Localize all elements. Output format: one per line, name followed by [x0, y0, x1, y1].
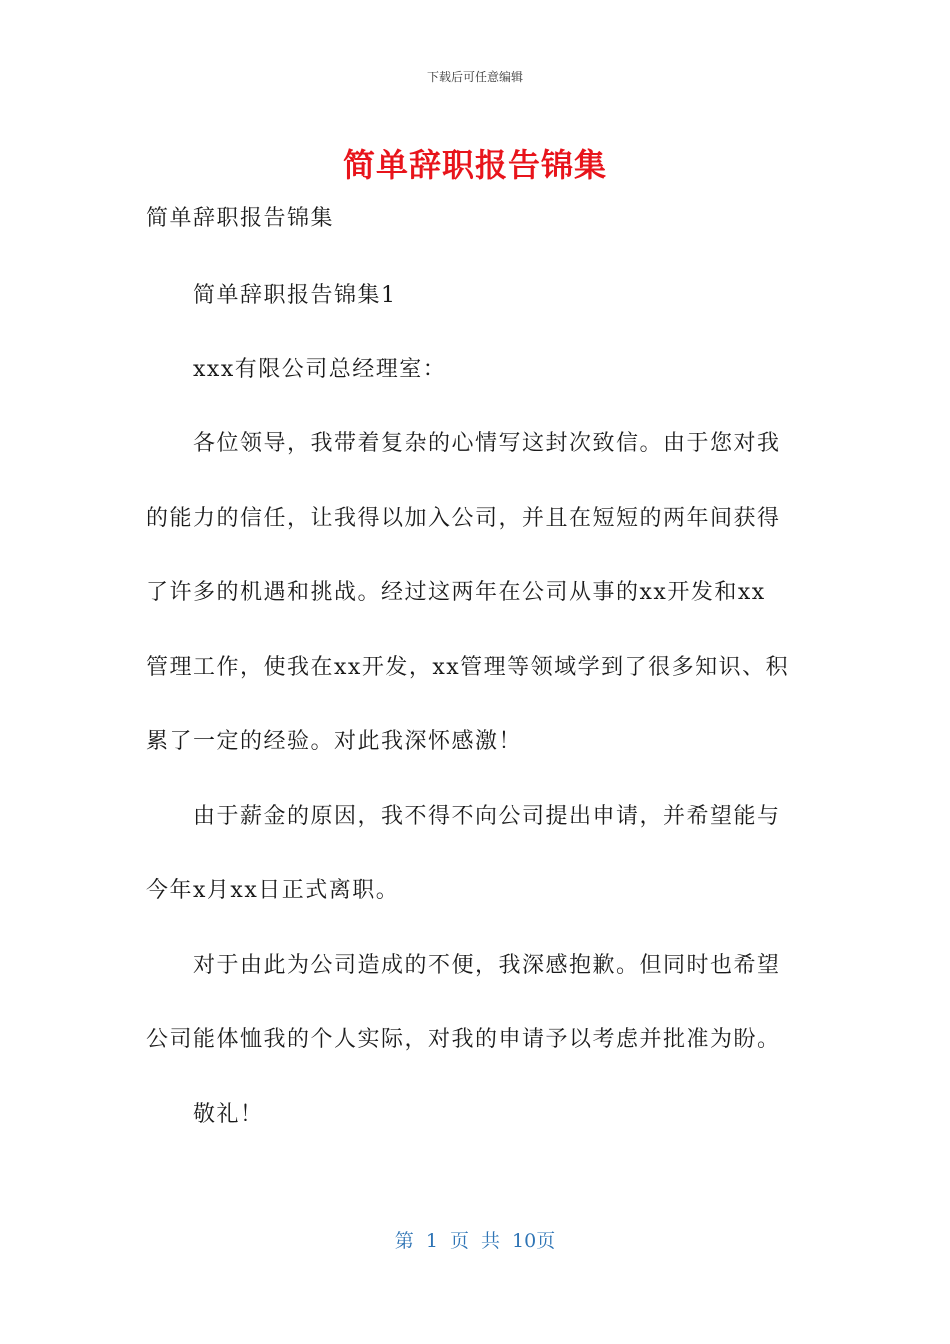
subtitle-line: 简单辞职报告锦集 — [146, 206, 335, 231]
body-line: 对于由此为公司造成的不便，我深感抱歉。但同时也希望 — [193, 953, 781, 978]
body-line: 的能力的信任，让我得以加入公司，并且在短短的两年间获得 — [146, 506, 781, 531]
page-counter: 第 1 页 共 10页 — [394, 1230, 556, 1252]
header-note: 下载后可任意编辑 — [426, 70, 523, 84]
closing-line: 敬礼！ — [193, 1102, 264, 1127]
body-line: 各位领导，我带着复杂的心情写这封次致信。由于您对我 — [193, 431, 781, 456]
body-line: 了许多的机遇和挑战。经过这两年在公司从事的xx开发和xx — [146, 580, 766, 605]
document-title: 简单辞职报告锦集 — [342, 146, 607, 184]
body-line: 由于薪金的原因，我不得不向公司提出申请，并希望能与 — [193, 804, 781, 829]
body-line: 今年x月xx日正式离职。 — [146, 878, 400, 903]
body-line: 管理工作，使我在xx开发，xx管理等领域学到了很多知识、积 — [146, 655, 790, 680]
section-heading: 简单辞职报告锦集1 — [193, 283, 397, 308]
salutation: xxx有限公司总经理室： — [193, 357, 447, 382]
body-line: 公司能体恤我的个人实际，对我的申请予以考虑并批准为盼。 — [146, 1027, 781, 1052]
body-line: 累了一定的经验。对此我深怀感激！ — [146, 729, 523, 754]
